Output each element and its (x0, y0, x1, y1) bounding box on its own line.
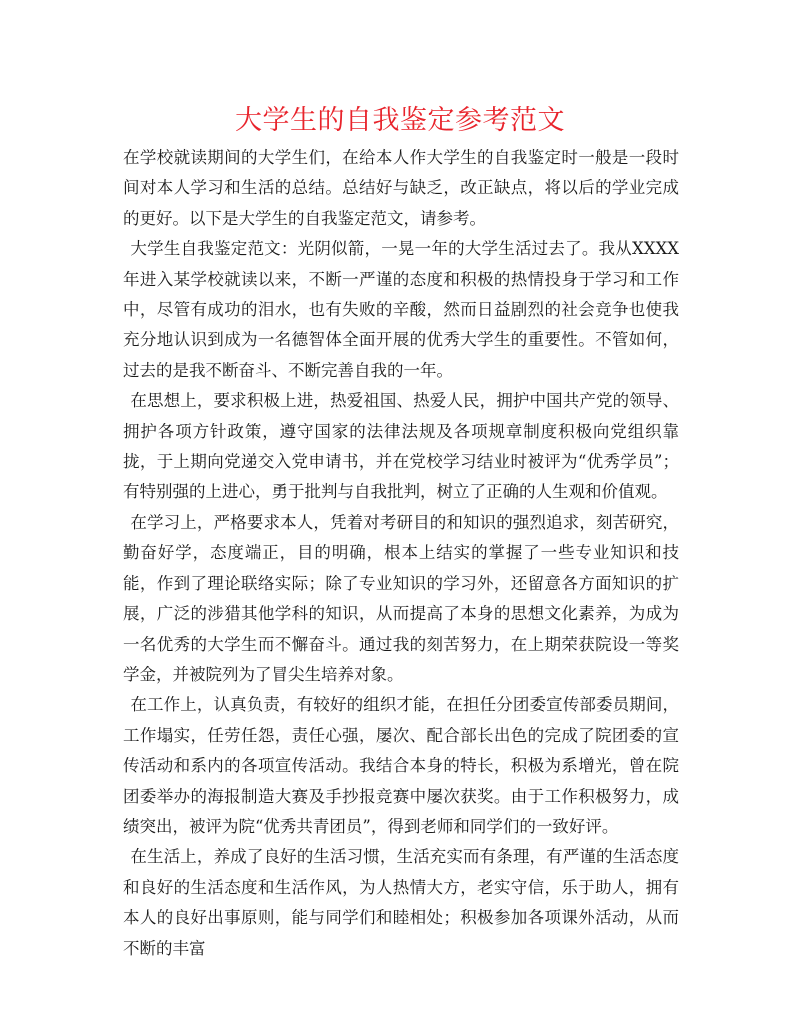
summary-paragraph: 大学生自我鉴定范文：光阴似箭，一晃一年的大学生活过去了。我从XXXX年进入某学校就读以来，不断一严谨的态度和积极的热情投身于学习和工作中，尽管有成功的泪水，也有失败的辛酸，然而日益剧烈的社会竞争也使我充分地认识到成为一名德智体全面开展的优秀大学生的重要性。不管如何，过去的是我不断奋斗、不断完善自我的一年。 (123, 239, 679, 380)
page-title: 大学生的自我鉴定参考范文 (235, 105, 565, 136)
work-paragraph: 在工作上，认真负责，有较好的组织才能，在担任分团委宣传部委员期间，工作塌实，任劳任怨，责任心强，屡次、配合部长出色的完成了院团委的宣传活动和系内的各项宣传活动。我结合本身的特长，积极为系增光，曾在院团委举办的海报制造大赛及手抄报竞赛中屡次获奖。由于工作积极努力，成绩突出，被评为院“优秀共青团员”，得到老师和同学们的一致好评。 (123, 695, 679, 836)
document-body (123, 143, 679, 964)
ideology-paragraph: 在思想上，要求积极上进，热爱祖国、热爱人民，拥护中国共产党的领导、拥护各项方针政策，遵守国家的法律法规及各项规章制度积极向党组织靠拢，于上期向党递交入党申请书，并在党校学习结业时被评为“优秀学员”；有特别强的上进心，勇于批判与自我批判，树立了正确的人生观和价值观。 (123, 391, 679, 502)
intro-paragraph: 在学校就读期间的大学生们，在给本人作大学生的自我鉴定时一般是一段时间对本人学习和生活的总结。总结好与缺乏，改正缺点，将以后的学业完成的更好。以下是大学生的自我鉴定范文，请参考。 (123, 148, 679, 228)
life-paragraph: 在生活上，养成了良好的生活习惯，生活充实而有条理，有严谨的生活态度和良好的生活态度和生活作风，为人热情大方，老实守信，乐于助人，拥有本人的良好出事原则，能与同学们和睦相处；积极参加各项课外活动，从而不断的丰富 (123, 847, 679, 958)
study-paragraph: 在学习上，严格要求本人，凭着对考研目的和知识的强烈追求，刻苦研究，勤奋好学，态度端正，目的明确，根本上结实的掌握了一些专业知识和技能，作到了理论联络实际；除了专业知识的学习外，还留意各方面知识的扩展，广泛的涉猎其他学科的知识，从而提高了本身的思想文化素养，为成为一名优秀的大学生而不懈奋斗。通过我的刻苦努力，在上期荣获院设一等奖学金，并被院列为了冒尖生培养对象。 (123, 512, 679, 684)
